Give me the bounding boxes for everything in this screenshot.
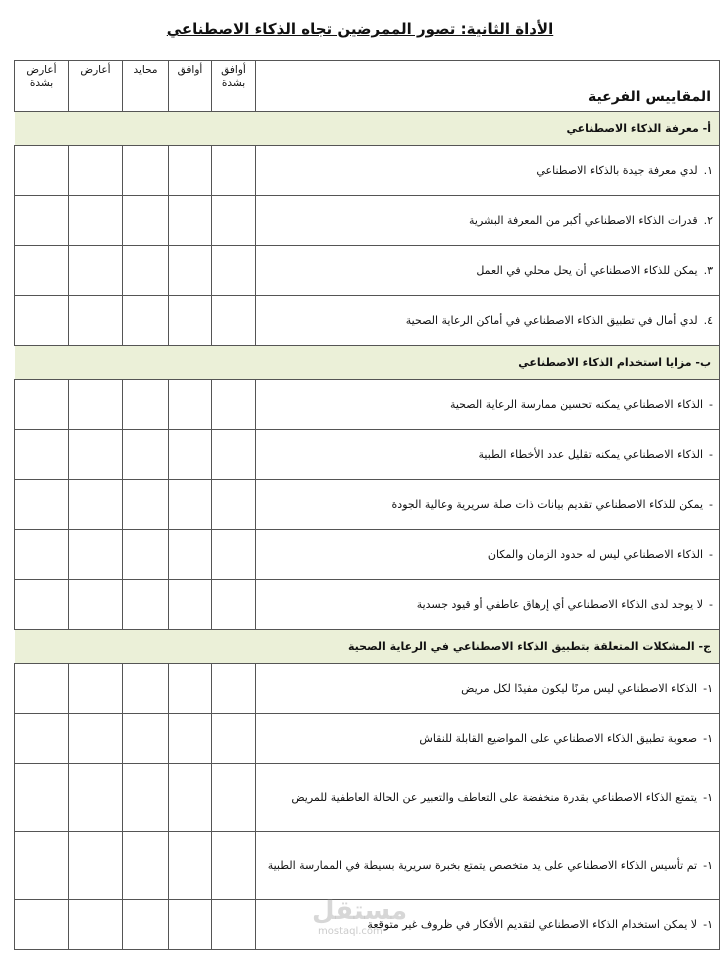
question-text: قدرات الذكاء الاصطناعي أكبر من المعرفة البشرية [468,214,698,227]
answer-cell[interactable] [69,296,123,346]
answer-cell[interactable] [169,146,212,196]
question-number: - [709,498,713,511]
answer-cell[interactable] [15,296,69,346]
answer-cell[interactable] [15,764,69,832]
answer-cell[interactable] [123,430,169,480]
answer-cell[interactable] [123,764,169,832]
question-row [15,764,720,832]
answer-cell[interactable] [123,714,169,764]
answer-cell[interactable] [15,664,69,714]
answer-cell[interactable] [169,480,212,530]
answer-cell[interactable] [123,900,169,950]
answer-cell[interactable] [169,900,212,950]
question-text: صعوبة تطبيق الذكاء الاصطناعي على المواضيع القابلة للنقاش [419,732,698,745]
answer-cell[interactable] [212,714,256,764]
answer-cell[interactable] [69,196,123,246]
question-row [15,832,720,900]
question-cell [256,430,720,480]
answer-cell[interactable] [212,764,256,832]
question-text: يمكن للذكاء الاصطناعي تقديم بيانات ذات صلة سريرية وعالية الجودة [391,498,704,511]
answer-cell[interactable] [123,664,169,714]
answer-cell[interactable] [15,580,69,630]
answer-cell[interactable] [212,146,256,196]
question-row [15,146,720,196]
questionnaire-table [14,60,720,950]
question-cell [256,580,720,630]
answer-cell[interactable] [123,146,169,196]
answer-cell[interactable] [169,714,212,764]
answer-cell[interactable] [123,480,169,530]
question-row [15,664,720,714]
section-title: ب- مزايا استخدام الذكاء الاصطناعي [256,346,720,380]
question-text: لدي معرفة جيدة بالذكاء الاصطناعي [536,164,698,177]
question-row [15,246,720,296]
answer-cell[interactable] [15,714,69,764]
question-number: - [709,448,713,461]
answer-cell[interactable] [212,664,256,714]
answer-cell[interactable] [123,580,169,630]
answer-cell[interactable] [169,580,212,630]
question-row [15,580,720,630]
question-row [15,430,720,480]
section-title: أ- معرفة الذكاء الاصطناعي [256,112,720,146]
answer-cell[interactable] [169,380,212,430]
answer-cell[interactable] [15,146,69,196]
section-blank-cell [15,630,256,664]
section-row [15,112,720,146]
answer-cell[interactable] [212,196,256,246]
section-blank-cell [15,346,256,380]
answer-cell[interactable] [212,246,256,296]
answer-cell[interactable] [69,530,123,580]
question-number: ١- [703,682,713,695]
option-strongly-agree: أوافق بشدة [212,61,256,112]
section-title: ج- المشكلات المتعلقة بتطبيق الذكاء الاصطناعي في الرعاية الصحية [256,630,720,664]
answer-cell[interactable] [69,580,123,630]
question-number: - [709,598,713,611]
answer-cell[interactable] [15,480,69,530]
question-cell [256,246,720,296]
answer-cell[interactable] [123,296,169,346]
question-cell [256,196,720,246]
question-cell [256,380,720,430]
question-cell [256,714,720,764]
answer-cell[interactable] [15,196,69,246]
answer-cell[interactable] [15,832,69,900]
answer-cell[interactable] [169,196,212,246]
question-text: لا يوجد لدى الذكاء الاصطناعي أي إرهاق عاطفي أو قيود جسدية [416,598,704,611]
answer-cell[interactable] [169,764,212,832]
question-number: - [709,398,713,411]
answer-cell[interactable] [212,832,256,900]
watermark-logo: مستقل [312,896,408,926]
question-cell [256,146,720,196]
answer-cell[interactable] [169,296,212,346]
answer-cell[interactable] [212,480,256,530]
answer-cell[interactable] [169,664,212,714]
question-cell [256,296,720,346]
answer-cell[interactable] [15,530,69,580]
question-text: لدي أمال في تطبيق الذكاء الاصطناعي في أماكن الرعاية الصحية [405,314,698,327]
question-text: الذكاء الاصطناعي ليس له حدود الزمان والمكان [487,548,704,561]
page-title: الأداة الثانية: تصور الممرضين تجاه الذكاء الاصطناعي [166,20,554,38]
question-text: يمكن للذكاء الاصطناعي أن يحل محلي في العمل [476,264,698,277]
question-text: لا يمكن استخدام الذكاء الاصطناعي لتقديم الأفكار في ظروف غير متوقعة [367,918,698,931]
answer-cell[interactable] [123,380,169,430]
answer-cell[interactable] [212,430,256,480]
answer-cell[interactable] [69,430,123,480]
answer-cell[interactable] [212,380,256,430]
question-cell [256,764,720,832]
question-number: ١- [703,732,713,745]
answer-cell[interactable] [69,246,123,296]
answer-cell[interactable] [169,246,212,296]
option-agree: أوافق [169,61,212,112]
question-cell [256,530,720,580]
question-number: - [709,548,713,561]
answer-cell[interactable] [15,246,69,296]
answer-cell[interactable] [15,380,69,430]
question-row [15,714,720,764]
question-text: الذكاء الاصطناعي يمكنه تحسين ممارسة الرعاية الصحية [449,398,704,411]
answer-cell[interactable] [123,246,169,296]
section-blank-cell [15,112,256,146]
answer-cell[interactable] [123,196,169,246]
question-cell [256,480,720,530]
option-neutral: محايد [123,61,169,112]
answer-cell[interactable] [69,832,123,900]
answer-cell[interactable] [212,296,256,346]
header-row [15,61,720,112]
answer-cell[interactable] [69,380,123,430]
answer-cell[interactable] [212,530,256,580]
answer-cell[interactable] [15,430,69,480]
question-text: الذكاء الاصطناعي ليس مرنًا ليكون مفيدًا لكل مريض [461,682,698,695]
question-row [15,480,720,530]
answer-cell[interactable] [169,832,212,900]
question-row [15,380,720,430]
answer-cell[interactable] [123,832,169,900]
answer-cell[interactable] [69,146,123,196]
question-number: ١- [703,859,713,872]
answer-cell[interactable] [69,664,123,714]
watermark-url: mostaql.com [318,926,383,937]
question-cell [256,832,720,900]
option-strongly-disagree: أعارض بشدة [15,61,69,112]
answer-cell[interactable] [169,530,212,580]
answer-cell[interactable] [69,714,123,764]
answer-cell[interactable] [212,900,256,950]
question-number: ٤. [703,314,713,327]
question-number: ١. [703,164,713,177]
answer-cell[interactable] [69,480,123,530]
answer-cell[interactable] [169,430,212,480]
question-number: ٢. [703,214,713,227]
question-text: تم تأسيس الذكاء الاصطناعي على يد متخصص يتمتع بخبرة سريرية بسيطة في الممارسة الطبية [267,859,698,872]
answer-cell[interactable] [212,580,256,630]
question-text: يتمتع الذكاء الاصطناعي بقدرة منخفضة على التعاطف والتعبير عن الحالة العاطفية للمريض [291,791,698,804]
question-number: ١- [703,918,713,931]
question-text: الذكاء الاصطناعي يمكنه تقليل عدد الأخطاء الطبية [478,448,704,461]
question-row [15,196,720,246]
question-number: ٣. [703,264,713,277]
question-cell [256,664,720,714]
answer-cell[interactable] [123,530,169,580]
answer-cell[interactable] [15,900,69,950]
section-row [15,630,720,664]
answer-cell[interactable] [69,764,123,832]
question-number: ١- [703,791,713,804]
section-row [15,346,720,380]
question-row [15,530,720,580]
answer-cell[interactable] [69,900,123,950]
option-disagree: أعارض [69,61,123,112]
subscales-header: المقاييس الفرعية [256,61,720,112]
question-row [15,296,720,346]
